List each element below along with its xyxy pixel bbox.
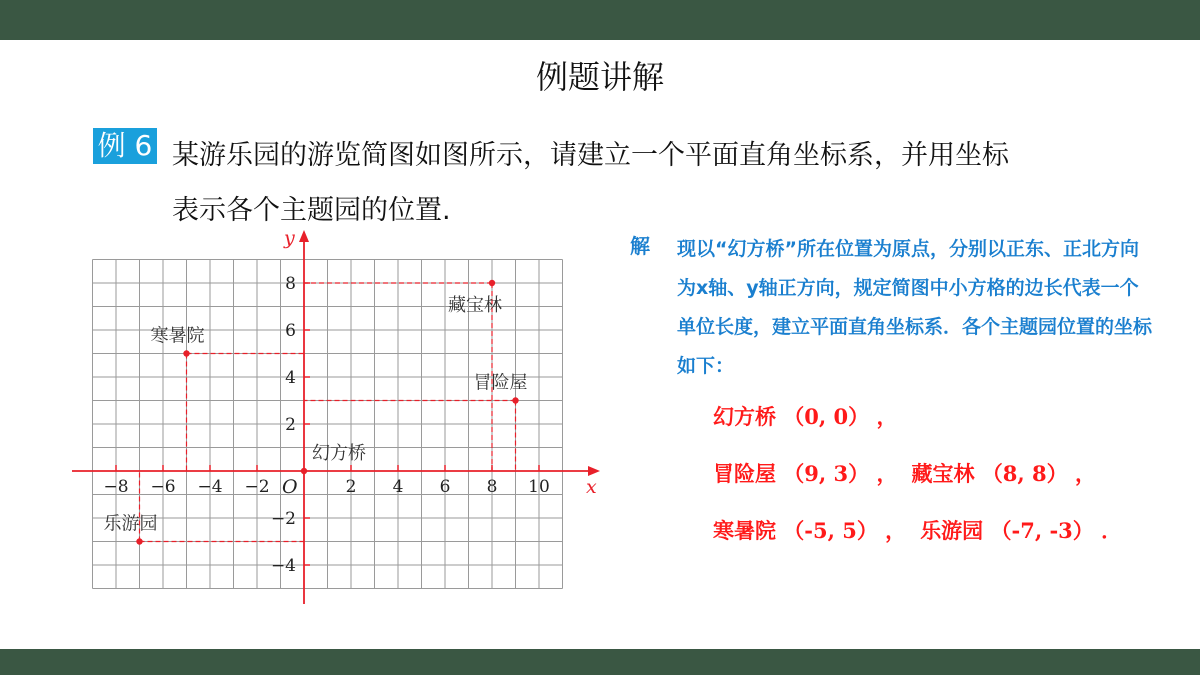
place-point: [489, 280, 495, 286]
place-label: 乐游园: [103, 513, 158, 535]
answer-coordinate: （-5, 5）: [776, 518, 878, 543]
answer-coordinate: （9, 3）: [776, 461, 870, 486]
x-tick-label: 10: [528, 477, 550, 497]
top-bar: [0, 0, 1200, 40]
origin-label: O: [282, 476, 298, 498]
place-label: 藏宝林: [448, 295, 502, 316]
place-point: [301, 468, 307, 474]
answer-row: [713, 400, 1173, 457]
place-label: 幻方桥: [312, 443, 366, 464]
answer-coordinate: （8, 8）: [974, 461, 1068, 486]
place-label: 冒险屋: [473, 372, 528, 394]
solution-text: 现以“幻方桥”所在位置为原点，分别以正东、正北方向为x轴、y轴正方向，规定简图中小方格的边长代表一个单位长度，建立平面直角坐标系．各个主题园位置的坐标如下：: [677, 238, 1153, 377]
y-axis-label: y: [284, 227, 295, 249]
y-axis-arrow: [299, 230, 309, 242]
answer-separator: ，: [869, 405, 898, 429]
answer-row: [713, 457, 1173, 514]
x-tick-label: 6: [439, 477, 451, 497]
x-tick-label: −2: [244, 477, 270, 497]
answer-coordinate: （-7, -3）: [983, 518, 1094, 543]
bottom-bar: [0, 649, 1200, 675]
answer-place-name: 乐游园: [920, 519, 984, 543]
x-tick-label: −8: [103, 477, 129, 497]
answer-list: [713, 400, 1173, 571]
y-tick-label: 6: [285, 321, 296, 341]
place-point: [512, 397, 518, 403]
answer-place-name: 冒险屋: [713, 462, 776, 486]
place-label: 寒暑院: [150, 325, 205, 347]
x-tick-label: 4: [392, 477, 404, 497]
x-tick-label: −6: [150, 477, 176, 497]
problem-line-1: 某游乐园的游览简图如图所示，请建立一个平面直角坐标系，并用坐标: [172, 140, 1009, 171]
x-tick-label: 8: [486, 477, 498, 497]
answer-separator: ，: [877, 519, 907, 543]
coordinate-map: [64, 222, 624, 612]
solution-label: 解: [630, 234, 650, 258]
place-point: [183, 350, 189, 356]
y-tick-label: −4: [270, 556, 296, 576]
problem-line-2: 表示各个主题园的位置.: [172, 195, 451, 226]
answer-place-name: 寒暑院: [713, 519, 776, 543]
x-axis-label: x: [586, 476, 597, 498]
x-axis-arrow: [588, 466, 600, 476]
page-title: 例题讲解: [535, 58, 664, 96]
x-tick-label: −4: [197, 477, 223, 497]
answer-separator: ．: [1093, 519, 1123, 543]
y-tick-label: 2: [285, 415, 296, 435]
answer-separator: ，: [1067, 462, 1096, 486]
answer-place-name: 幻方桥: [713, 405, 776, 429]
example-badge: 例 6: [93, 128, 157, 164]
place-point: [136, 538, 142, 544]
y-tick-label: 8: [285, 274, 296, 294]
x-tick-label: 2: [345, 477, 357, 497]
answer-separator: ，: [869, 462, 898, 486]
y-tick-label: −2: [270, 509, 296, 529]
answer-row: [713, 514, 1173, 571]
answer-coordinate: （0, 0）: [776, 404, 870, 429]
y-tick-label: 4: [285, 368, 296, 388]
answer-place-name: 藏宝林: [911, 462, 975, 486]
